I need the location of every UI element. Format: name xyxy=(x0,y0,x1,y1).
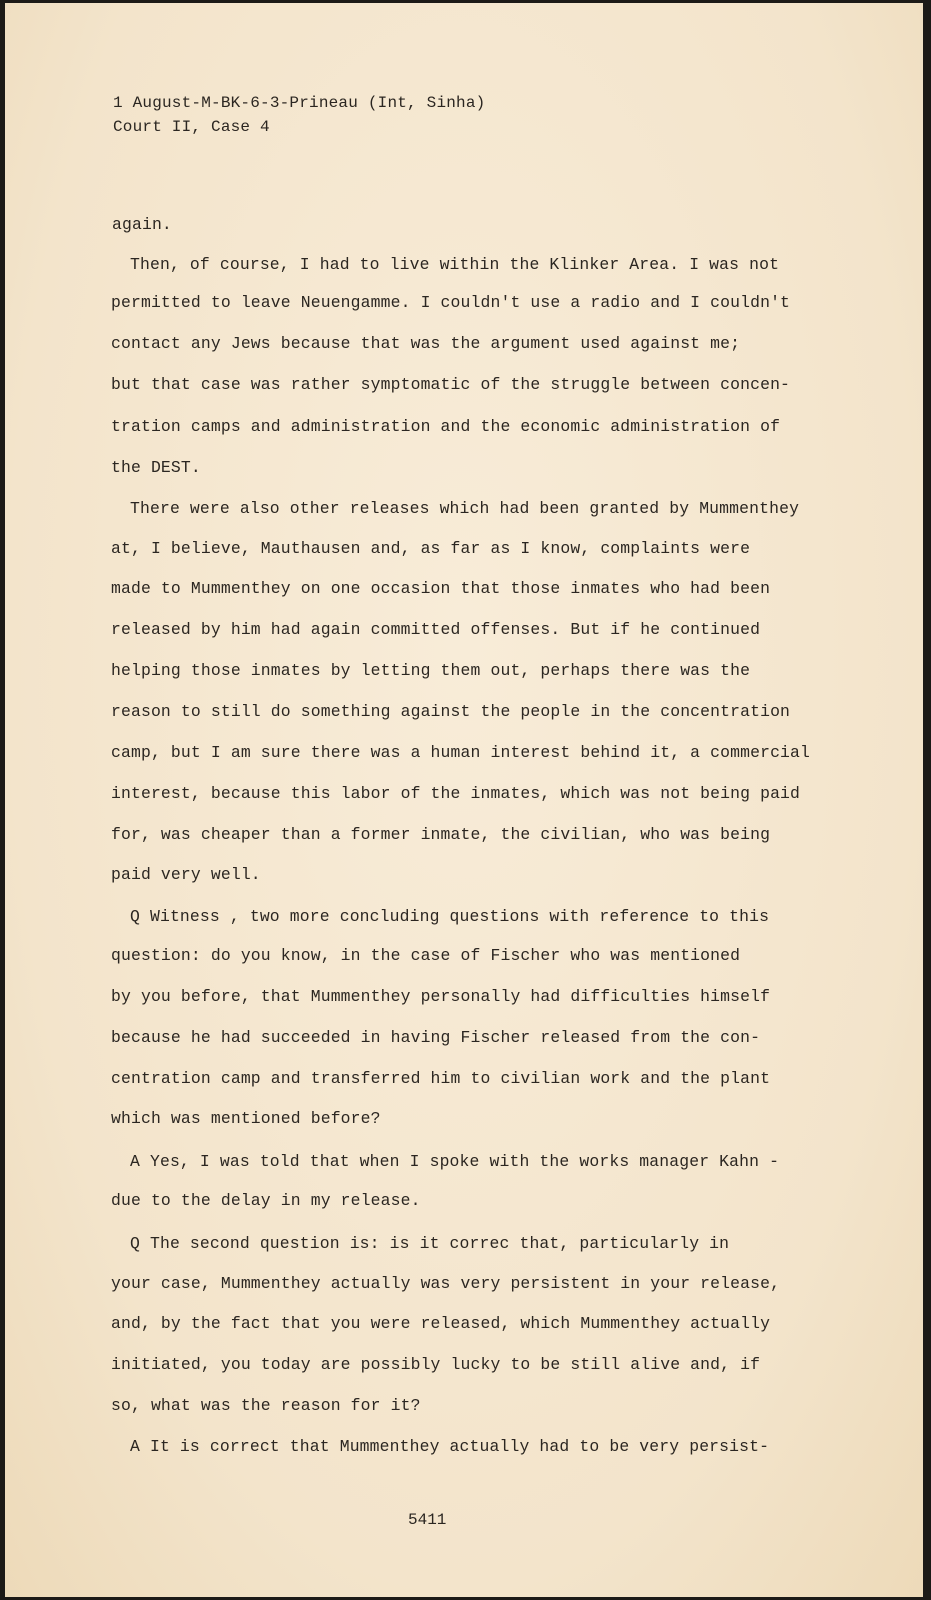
body-line: A It is correct that Mummenthey actually had to be very persist- xyxy=(130,1437,770,1456)
body-line: A Yes, I was told that when I spoke with the works manager Kahn - xyxy=(130,1152,780,1171)
body-line: at, I believe, Mauthausen and, as far as I know, complaints were xyxy=(111,539,751,558)
body-line: interest, because this labor of the inmates, which was not being paid xyxy=(111,784,801,803)
body-line: which was mentioned before? xyxy=(111,1109,381,1128)
body-line: released by him had again committed offenses. But if he continued xyxy=(111,620,761,639)
body-line: for, was cheaper than a former inmate, the civilian, who was being xyxy=(111,825,771,844)
body-line: contact any Jews because that was the argument used against me; xyxy=(111,334,741,353)
body-line: due to the delay in my release. xyxy=(111,1191,421,1210)
body-line: question: do you know, in the case of Fischer who was mentioned xyxy=(111,946,741,965)
body-line: by you before, that Mummenthey personally had difficulties himself xyxy=(111,987,771,1006)
body-line: helping those inmates by letting them out, perhaps there was the xyxy=(111,661,751,680)
body-line: Then, of course, I had to live within the Klinker Area. I was not xyxy=(130,255,780,274)
header-line-2: Court II, Case 4 xyxy=(113,118,270,136)
body-line: permitted to leave Neuengamme. I couldn't use a radio and I couldn't xyxy=(111,293,791,312)
body-line: There were also other releases which had been granted by Mummenthey xyxy=(130,499,800,518)
body-line: the DEST. xyxy=(111,458,201,477)
body-line: made to Mummenthey on one occasion that those inmates who had been xyxy=(111,579,771,598)
body-line: Q Witness , two more concluding questions with reference to this xyxy=(130,907,770,926)
body-line: your case, Mummenthey actually was very persistent in your release, xyxy=(111,1274,781,1293)
body-line: reason to still do something against the people in the concentration xyxy=(111,702,791,721)
document-header xyxy=(113,91,485,139)
body-line: because he had succeeded in having Fischer released from the con- xyxy=(111,1028,761,1047)
body-line: but that case was rather symptomatic of the struggle between concen- xyxy=(111,375,791,394)
body-line: paid very well. xyxy=(111,865,261,884)
body-line: centration camp and transferred him to civilian work and the plant xyxy=(111,1069,771,1088)
header-line-1: 1 August-M-BK-6-3-Prineau (Int, Sinha) xyxy=(113,94,486,112)
body-line: so, what was the reason for it? xyxy=(111,1396,421,1415)
page-number: 5411 xyxy=(408,1511,447,1529)
body-line: again. xyxy=(112,215,172,234)
body-line: Q The second question is: is it correc that, particularly in xyxy=(130,1234,730,1253)
document-page xyxy=(5,3,923,1597)
body-line: initiated, you today are possibly lucky to be still alive and, if xyxy=(111,1355,761,1374)
body-line: camp, but I am sure there was a human interest behind it, a commercial xyxy=(111,743,811,762)
body-line: and, by the fact that you were released, which Mummenthey actually xyxy=(111,1314,771,1333)
body-line: tration camps and administration and the economic administration of xyxy=(111,417,781,436)
